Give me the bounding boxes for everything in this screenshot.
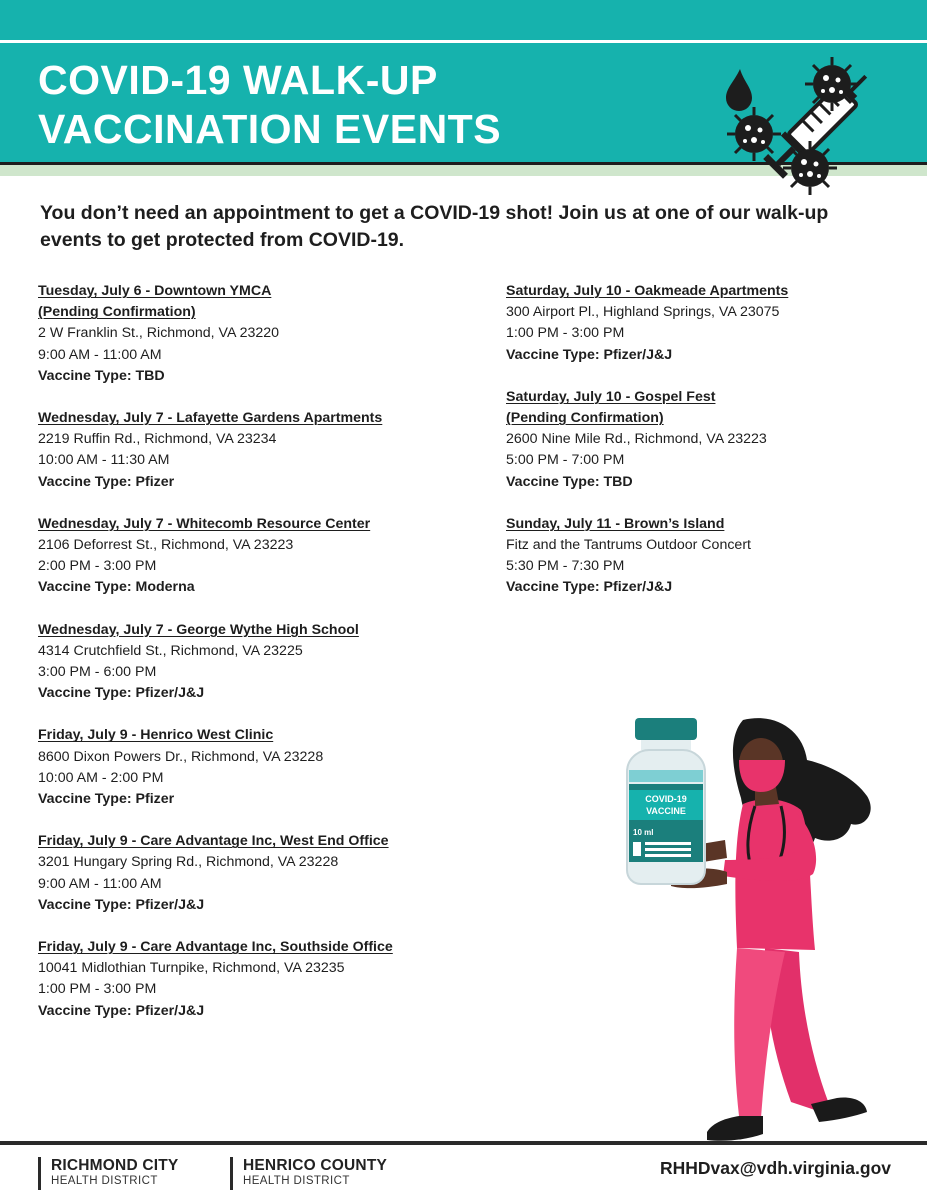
event-time: 2:00 PM - 3:00 PM bbox=[38, 558, 157, 575]
title-line-1: COVID-19 WALK-UP bbox=[38, 57, 438, 103]
event-time: 1:00 PM - 3:00 PM bbox=[506, 325, 625, 342]
event-entry bbox=[506, 514, 906, 599]
event-entry bbox=[38, 725, 488, 810]
syringe-virus-icon bbox=[722, 52, 882, 200]
vial-cap bbox=[635, 718, 697, 740]
event-address: 2106 Deforrest St., Richmond, VA 23223 bbox=[38, 537, 294, 554]
event-entry bbox=[38, 620, 488, 705]
event-time: 3:00 PM - 6:00 PM bbox=[38, 664, 157, 681]
event-title: Saturday, July 10 - Gospel Fest bbox=[506, 388, 716, 405]
event-entry bbox=[506, 387, 906, 493]
org-name: RICHMOND CITY bbox=[51, 1157, 179, 1174]
event-time: 9:00 AM - 11:00 AM bbox=[38, 346, 162, 363]
virus-icon bbox=[727, 107, 781, 161]
vial-label-line1: COVID-19 bbox=[645, 794, 687, 804]
richmond-city-logo bbox=[38, 1157, 178, 1190]
event-entry bbox=[38, 831, 488, 916]
title-line-2: VACCINATION EVENTS bbox=[38, 106, 502, 152]
event-title: Friday, July 9 - Henrico West Clinic bbox=[38, 727, 274, 744]
event-vaccine-type: Vaccine Type: Pfizer/J&J bbox=[38, 685, 205, 702]
event-address: 4314 Crutchfield St., Richmond, VA 23225 bbox=[38, 642, 303, 659]
event-address: 2600 Nine Mile Rd., Richmond, VA 23223 bbox=[506, 431, 767, 448]
event-title: Wednesday, July 7 - George Wythe High School bbox=[38, 621, 359, 638]
event-title: Wednesday, July 7 - Lafayette Gardens Apartments bbox=[38, 410, 383, 427]
event-time: 9:00 AM - 11:00 AM bbox=[38, 875, 162, 892]
virus-icon bbox=[805, 57, 859, 111]
event-title: Saturday, July 10 - Oakmeade Apartments bbox=[506, 283, 789, 299]
event-vaccine-type: Vaccine Type: Pfizer bbox=[38, 473, 175, 490]
event-vaccine-type: Vaccine Type: Pfizer/J&J bbox=[38, 1002, 205, 1019]
event-entry bbox=[38, 408, 488, 493]
footer-rule bbox=[0, 1141, 927, 1145]
top-teal-strip bbox=[0, 0, 927, 40]
event-time: 5:00 PM - 7:00 PM bbox=[506, 452, 625, 469]
intro-text: You don’t need an appointment to get a COVID-19 shot! Join us at one of our walk-up events to get protected from COVID-19. bbox=[40, 202, 829, 251]
event-title: Wednesday, July 7 - Whitecomb Resource Center bbox=[38, 515, 371, 532]
event-vaccine-type: Vaccine Type: Pfizer/J&J bbox=[38, 896, 205, 913]
vial-label-line bbox=[645, 842, 691, 845]
event-title-note: (Pending Confirmation) bbox=[38, 304, 196, 321]
vial-label-line bbox=[633, 842, 641, 856]
vial-liquid bbox=[629, 770, 703, 782]
page-title bbox=[38, 56, 658, 154]
event-entry bbox=[38, 514, 488, 599]
event-vaccine-type: Vaccine Type: TBD bbox=[506, 473, 633, 490]
event-time: 10:00 AM - 11:30 AM bbox=[38, 452, 170, 469]
contact-email-link[interactable]: RHHDvax@vdh.virginia.gov bbox=[659, 1158, 891, 1178]
event-time: 10:00 AM - 2:00 PM bbox=[38, 769, 164, 786]
event-address: 300 Airport Pl., Highland Springs, VA 23075 bbox=[506, 304, 780, 321]
event-time: 5:30 PM - 7:30 PM bbox=[506, 558, 625, 575]
henrico-county-logo bbox=[230, 1157, 387, 1190]
virus-icon bbox=[783, 141, 837, 195]
event-vaccine-type: Vaccine Type: Pfizer/J&J bbox=[506, 579, 673, 596]
vial-label-line bbox=[645, 854, 691, 857]
event-address: 2219 Ruffin Rd., Richmond, VA 23234 bbox=[38, 431, 277, 448]
event-address: 8600 Dixon Powers Dr., Richmond, VA 23228 bbox=[38, 748, 324, 765]
event-title: Friday, July 9 - Care Advantage Inc, Southside Office bbox=[38, 939, 393, 956]
event-entry bbox=[38, 937, 488, 1022]
event-address: 3201 Hungary Spring Rd., Richmond, VA 23228 bbox=[38, 854, 339, 871]
events-column-right bbox=[506, 281, 906, 620]
event-address: 2 W Franklin St., Richmond, VA 23220 bbox=[38, 325, 280, 342]
event-title: Friday, July 9 - Care Advantage Inc, West End Office bbox=[38, 833, 389, 850]
event-time: 1:00 PM - 3:00 PM bbox=[38, 981, 157, 998]
org-subtitle: HEALTH DISTRICT bbox=[243, 1175, 350, 1187]
org-subtitle: HEALTH DISTRICT bbox=[51, 1175, 158, 1187]
event-entry bbox=[506, 281, 906, 366]
event-address: 10041 Midlothian Turnpike, Richmond, VA 23235 bbox=[38, 960, 345, 977]
event-title: Sunday, July 11 - Brown’s Island bbox=[506, 515, 725, 532]
event-vaccine-type: Vaccine Type: Moderna bbox=[38, 579, 195, 596]
vial-label-line bbox=[645, 848, 691, 851]
vial-volume: 10 ml bbox=[633, 828, 654, 837]
droplet-icon bbox=[726, 69, 752, 111]
events-column-left bbox=[38, 281, 488, 1043]
vial-label-line2: VACCINE bbox=[646, 806, 686, 816]
event-title-note: (Pending Confirmation) bbox=[506, 410, 664, 427]
event-entry bbox=[38, 281, 488, 387]
org-name: HENRICO COUNTY bbox=[243, 1157, 388, 1174]
shoe-front bbox=[707, 1116, 763, 1141]
woman-with-vaccine-illustration bbox=[615, 712, 880, 1152]
vial-neck bbox=[641, 740, 691, 750]
event-vaccine-type: Vaccine Type: TBD bbox=[38, 367, 165, 384]
event-title: Tuesday, July 6 - Downtown YMCA bbox=[38, 283, 272, 299]
event-vaccine-type: Vaccine Type: Pfizer bbox=[38, 791, 175, 808]
event-description: Fitz and the Tantrums Outdoor Concert bbox=[506, 537, 751, 554]
event-vaccine-type: Vaccine Type: Pfizer/J&J bbox=[506, 346, 673, 363]
